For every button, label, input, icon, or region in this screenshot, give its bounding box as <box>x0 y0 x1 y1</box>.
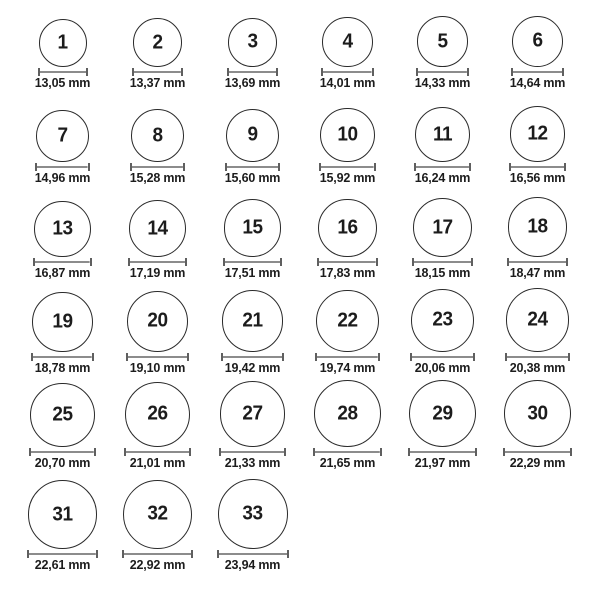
diameter-ruler <box>126 353 189 361</box>
ring-circle <box>39 19 87 67</box>
ring-circle <box>322 17 372 67</box>
ring-number: 13 <box>52 216 73 240</box>
ring-circle <box>417 16 468 67</box>
diameter-label: 21,01 mm <box>129 456 186 470</box>
diameter-label: 17,51 mm <box>224 266 281 280</box>
ring-circle <box>320 108 374 162</box>
diameter-label: 20,38 mm <box>509 361 566 375</box>
diameter-label: 20,06 mm <box>414 361 471 375</box>
ring-number: 23 <box>432 308 453 332</box>
ring-size-cell <box>395 380 490 475</box>
diameter-label: 14,96 mm <box>34 171 91 185</box>
diameter-ruler <box>132 68 183 76</box>
ring-size-cell <box>300 190 395 285</box>
ring-number: 16 <box>337 215 358 239</box>
ring-circle <box>28 480 97 549</box>
ring-size-cell <box>395 190 490 285</box>
diameter-label: 13,69 mm <box>224 76 281 90</box>
diameter-label: 22,29 mm <box>509 456 566 470</box>
diameter-ruler <box>225 163 281 171</box>
ring-circle <box>36 110 88 162</box>
ring-number: 1 <box>57 31 68 54</box>
diameter-label: 14,33 mm <box>414 76 471 90</box>
diameter-ruler <box>221 353 285 361</box>
ring-size-cell <box>15 0 110 95</box>
ring-circle <box>228 18 277 67</box>
ring-size-cell <box>395 285 490 380</box>
ring-number: 25 <box>52 402 73 426</box>
ring-size-cell <box>15 380 110 475</box>
ring-size-cell <box>15 95 110 190</box>
ring-size-cell <box>205 0 300 95</box>
ring-number: 14 <box>147 216 168 240</box>
diameter-label: 19,10 mm <box>129 361 186 375</box>
ring-size-cell <box>15 285 110 380</box>
diameter-ruler <box>313 448 382 456</box>
ring-number: 2 <box>152 30 163 54</box>
ring-circle <box>510 106 566 162</box>
ring-number: 32 <box>147 502 168 526</box>
diameter-label: 14,64 mm <box>509 76 566 90</box>
ring-size-cell <box>110 475 205 577</box>
ring-circle <box>127 291 188 352</box>
ring-circle <box>506 288 570 352</box>
ring-circle <box>512 16 563 67</box>
diameter-ruler <box>31 353 93 361</box>
ring-number: 9 <box>247 123 258 147</box>
ring-circle <box>32 292 92 352</box>
diameter-label: 21,65 mm <box>319 456 376 470</box>
diameter-ruler <box>414 163 471 171</box>
ring-number: 19 <box>52 309 73 333</box>
ring-circle <box>123 480 192 549</box>
ring-circle <box>413 198 472 257</box>
diameter-label: 22,92 mm <box>129 558 186 572</box>
diameter-label: 18,15 mm <box>414 266 471 280</box>
diameter-ruler <box>27 550 98 558</box>
diameter-label: 16,24 mm <box>414 171 471 185</box>
diameter-ruler <box>410 353 475 361</box>
ring-circle <box>409 380 476 447</box>
ring-size-cell <box>490 285 585 380</box>
diameter-label: 13,37 mm <box>129 76 186 90</box>
ring-size-cell <box>110 380 205 475</box>
ring-circle <box>316 290 378 352</box>
ring-size-cell <box>15 475 110 577</box>
diameter-ruler <box>217 550 289 558</box>
diameter-label: 21,33 mm <box>224 456 281 470</box>
ring-number: 17 <box>432 215 453 239</box>
diameter-label: 13,05 mm <box>34 76 91 90</box>
ring-size-cell <box>205 380 300 475</box>
diameter-label: 16,87 mm <box>34 266 91 280</box>
diameter-ruler <box>124 448 191 456</box>
ring-circle <box>411 289 474 352</box>
ring-circle <box>218 479 288 549</box>
ring-size-cell <box>15 190 110 285</box>
ring-size-cell <box>490 190 585 285</box>
diameter-label: 14,01 mm <box>319 76 376 90</box>
ring-circle <box>125 382 190 447</box>
ring-number: 12 <box>527 122 548 146</box>
diameter-ruler <box>503 448 573 456</box>
ring-circle <box>504 380 572 447</box>
ring-number: 24 <box>527 308 548 331</box>
ring-number: 4 <box>342 30 353 53</box>
diameter-ruler <box>507 258 569 266</box>
ring-circle <box>508 197 568 257</box>
ring-size-cell <box>205 475 300 577</box>
ring-number: 8 <box>152 123 163 147</box>
ring-number: 18 <box>527 215 548 238</box>
ring-size-cell <box>110 0 205 95</box>
ring-size-cell <box>300 380 395 475</box>
ring-size-cell <box>490 95 585 190</box>
ring-number: 7 <box>57 124 68 147</box>
ring-size-cell <box>205 95 300 190</box>
ring-circle <box>220 381 286 447</box>
ring-circle <box>318 199 376 257</box>
diameter-ruler <box>416 68 469 76</box>
ring-number: 3 <box>247 30 258 54</box>
diameter-ruler <box>321 68 373 76</box>
ring-size-cell <box>300 0 395 95</box>
diameter-ruler <box>35 163 89 171</box>
ring-size-cell <box>300 285 395 380</box>
ring-number: 29 <box>432 401 453 425</box>
diameter-label: 21,97 mm <box>414 456 471 470</box>
diameter-ruler <box>509 163 567 171</box>
diameter-ruler <box>130 163 185 171</box>
ring-number: 22 <box>337 308 358 332</box>
diameter-ruler <box>122 550 193 558</box>
diameter-label: 18,78 mm <box>34 361 91 375</box>
ring-size-cell <box>490 0 585 95</box>
ring-number: 11 <box>432 122 453 146</box>
diameter-ruler <box>128 258 187 266</box>
diameter-label: 15,92 mm <box>319 171 376 185</box>
ring-number: 31 <box>52 502 73 526</box>
diameter-label: 19,42 mm <box>224 361 281 375</box>
ring-size-cell <box>110 190 205 285</box>
diameter-ruler <box>223 258 283 266</box>
ring-size-cell <box>395 0 490 95</box>
ring-number: 6 <box>532 29 543 53</box>
diameter-label: 17,83 mm <box>319 266 376 280</box>
ring-size-cell <box>490 380 585 475</box>
ring-circle <box>415 107 470 162</box>
diameter-label: 22,61 mm <box>34 558 91 572</box>
diameter-label: 19,74 mm <box>319 361 376 375</box>
diameter-ruler <box>412 258 473 266</box>
diameter-ruler <box>29 448 96 456</box>
ring-size-cell <box>300 95 395 190</box>
ring-number: 26 <box>147 402 168 426</box>
ring-number: 30 <box>527 401 548 425</box>
ring-circle <box>34 201 90 257</box>
ring-circle <box>133 18 182 67</box>
diameter-label: 17,19 mm <box>129 266 186 280</box>
diameter-label: 18,47 mm <box>509 266 566 280</box>
diameter-label: 15,28 mm <box>129 171 186 185</box>
ring-circle <box>222 290 284 352</box>
diameter-ruler <box>227 68 278 76</box>
ring-number: 33 <box>242 502 263 525</box>
ring-circle <box>224 199 282 257</box>
ring-number: 10 <box>337 123 358 146</box>
ring-circle <box>131 109 184 162</box>
ring-size-cell <box>110 285 205 380</box>
ring-number: 5 <box>437 29 448 53</box>
ring-number: 27 <box>242 402 263 425</box>
ring-number: 20 <box>147 309 168 333</box>
diameter-ruler <box>315 353 379 361</box>
diameter-ruler <box>319 163 375 171</box>
diameter-ruler <box>33 258 91 266</box>
ring-size-cell <box>110 95 205 190</box>
diameter-label: 23,94 mm <box>224 558 281 572</box>
diameter-label: 16,56 mm <box>509 171 566 185</box>
ring-size-cell <box>205 190 300 285</box>
ring-number: 21 <box>242 309 263 332</box>
ring-size-cell <box>205 285 300 380</box>
diameter-ruler <box>505 353 571 361</box>
diameter-ruler <box>317 258 377 266</box>
ring-size-cell <box>395 95 490 190</box>
diameter-label: 15,60 mm <box>224 171 281 185</box>
ring-circle <box>226 109 280 163</box>
ring-circle <box>314 380 381 447</box>
diameter-ruler <box>219 448 287 456</box>
diameter-ruler <box>408 448 477 456</box>
ring-number: 28 <box>337 401 358 425</box>
diameter-label: 20,70 mm <box>34 456 91 470</box>
ring-circle <box>129 200 186 257</box>
ring-circle <box>30 383 95 448</box>
diameter-ruler <box>511 68 564 76</box>
ring-number: 15 <box>242 216 263 239</box>
diameter-ruler <box>38 68 88 76</box>
